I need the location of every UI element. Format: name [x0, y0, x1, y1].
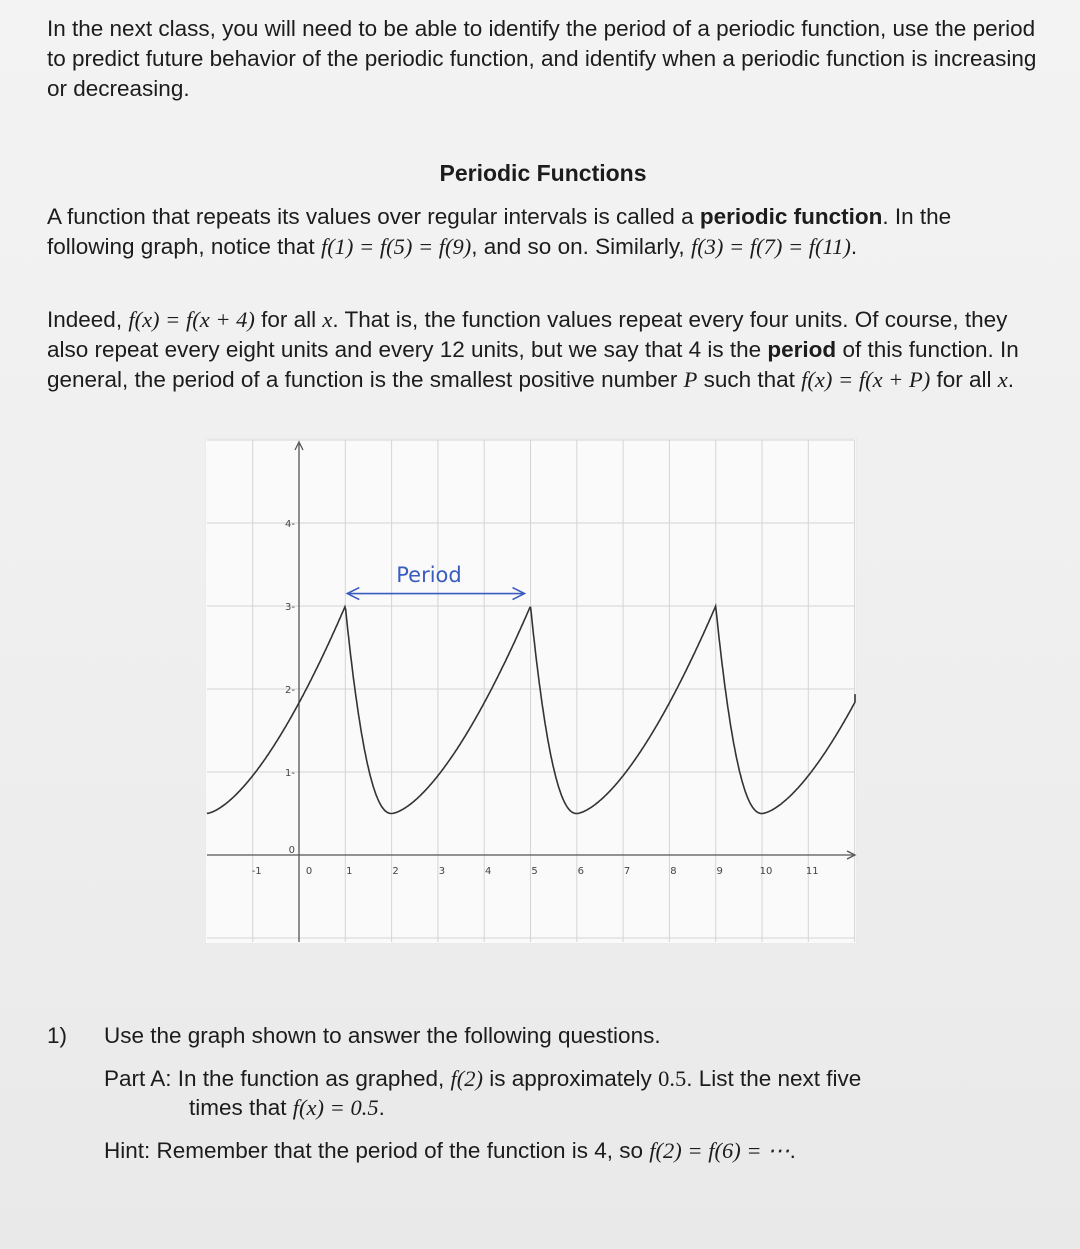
pa-text-2: is approximately [482, 1066, 659, 1091]
per-text-2: for all [254, 307, 323, 332]
x-tick-label: 8 [670, 866, 677, 877]
y-tick-label: 0 [288, 845, 295, 856]
per-bold-term: period [767, 337, 837, 362]
per-text-1: Indeed, [47, 307, 129, 332]
part-a-line-2 [189, 1093, 385, 1123]
per-text-4: of this function. In general, the period of a function is the smallest positive number [47, 337, 1019, 392]
pa-math-2: f(x) = 0.5 [292, 1095, 379, 1120]
pa-math-1: f(2) [450, 1066, 483, 1091]
x-tick-label: 1 [346, 866, 353, 877]
pa-text-1: Part A: In the function as graphed, [104, 1066, 451, 1091]
def-text-3: , and so on. Similarly, [471, 234, 691, 259]
per-math-1: f(x) = f(x + 4) [128, 307, 255, 332]
hint-text-2: . [789, 1138, 796, 1163]
per-math-5: x [997, 367, 1008, 392]
x-tick-label: 4 [485, 866, 492, 877]
pa-value: 0.5 [658, 1066, 687, 1091]
x-tick-label: 9 [716, 866, 723, 877]
def-text-2: . In the following graph, notice that [47, 204, 952, 259]
question-number: 1) [47, 1023, 68, 1048]
x-tick-label: 10 [759, 866, 773, 877]
hint-line [104, 1136, 796, 1166]
per-math-4: f(x) = f(x + P) [801, 367, 931, 392]
per-text-3: . That is, the function values repeat every four units. Of course, they also repeat every eight units and every 12 units, but we say that 4 is the [47, 307, 1008, 362]
period-paragraph [47, 305, 1037, 395]
pa-text-3: . List the next five [686, 1066, 862, 1091]
question-text: Use the graph shown to answer the following questions. [104, 1023, 661, 1048]
x-tick-label: 5 [531, 866, 538, 877]
x-tick-label: 2 [392, 866, 399, 877]
y-tick-label: 1- [285, 768, 295, 779]
x-tick-label: 7 [623, 866, 631, 877]
y-tick-label: 3- [285, 602, 295, 613]
def-bold-term: periodic function [699, 204, 883, 229]
section-title: Periodic Functions [439, 160, 647, 186]
def-math-1: f(1) = f(5) = f(9) [320, 234, 472, 259]
definition-paragraph [47, 202, 1037, 262]
x-tick-label: 11 [805, 866, 819, 877]
periodic-function-graph [205, 438, 857, 944]
intro-paragraph: In the next class, you will need to be able to identify the period of a periodic function, use the period to predict future behavior of the periodic function, and identify when a periodic function is increasing or decreasing. [47, 16, 1037, 101]
per-text-7: . [1007, 367, 1015, 392]
per-math-2: x [322, 307, 333, 332]
y-tick-label: 2- [285, 685, 295, 696]
hint-text-1: Hint: Remember that the period of the function is 4, so [104, 1138, 650, 1163]
period-label: Period [396, 563, 462, 587]
def-math-2: f(3) = f(7) = f(11) [690, 234, 851, 259]
per-text-5: such that [697, 367, 802, 392]
pa-text-4: times that [189, 1095, 293, 1120]
x-tick-label: 3 [438, 866, 446, 877]
hint-math: f(2) = f(6) = ⋯ [649, 1138, 790, 1163]
def-text-4: . [850, 234, 858, 259]
x-tick-label: 6 [577, 866, 584, 877]
pa-text-5: . [378, 1095, 385, 1120]
def-text-1: A function that repeats its values over regular intervals is called a [47, 204, 700, 229]
per-math-3: P [683, 367, 698, 392]
per-text-6: for all [930, 367, 998, 392]
x-tick-label: -1 [251, 866, 262, 877]
x-tick-label: 0 [305, 866, 313, 877]
part-a-line-1 [104, 1064, 1004, 1094]
y-tick-label: 4- [285, 519, 295, 530]
